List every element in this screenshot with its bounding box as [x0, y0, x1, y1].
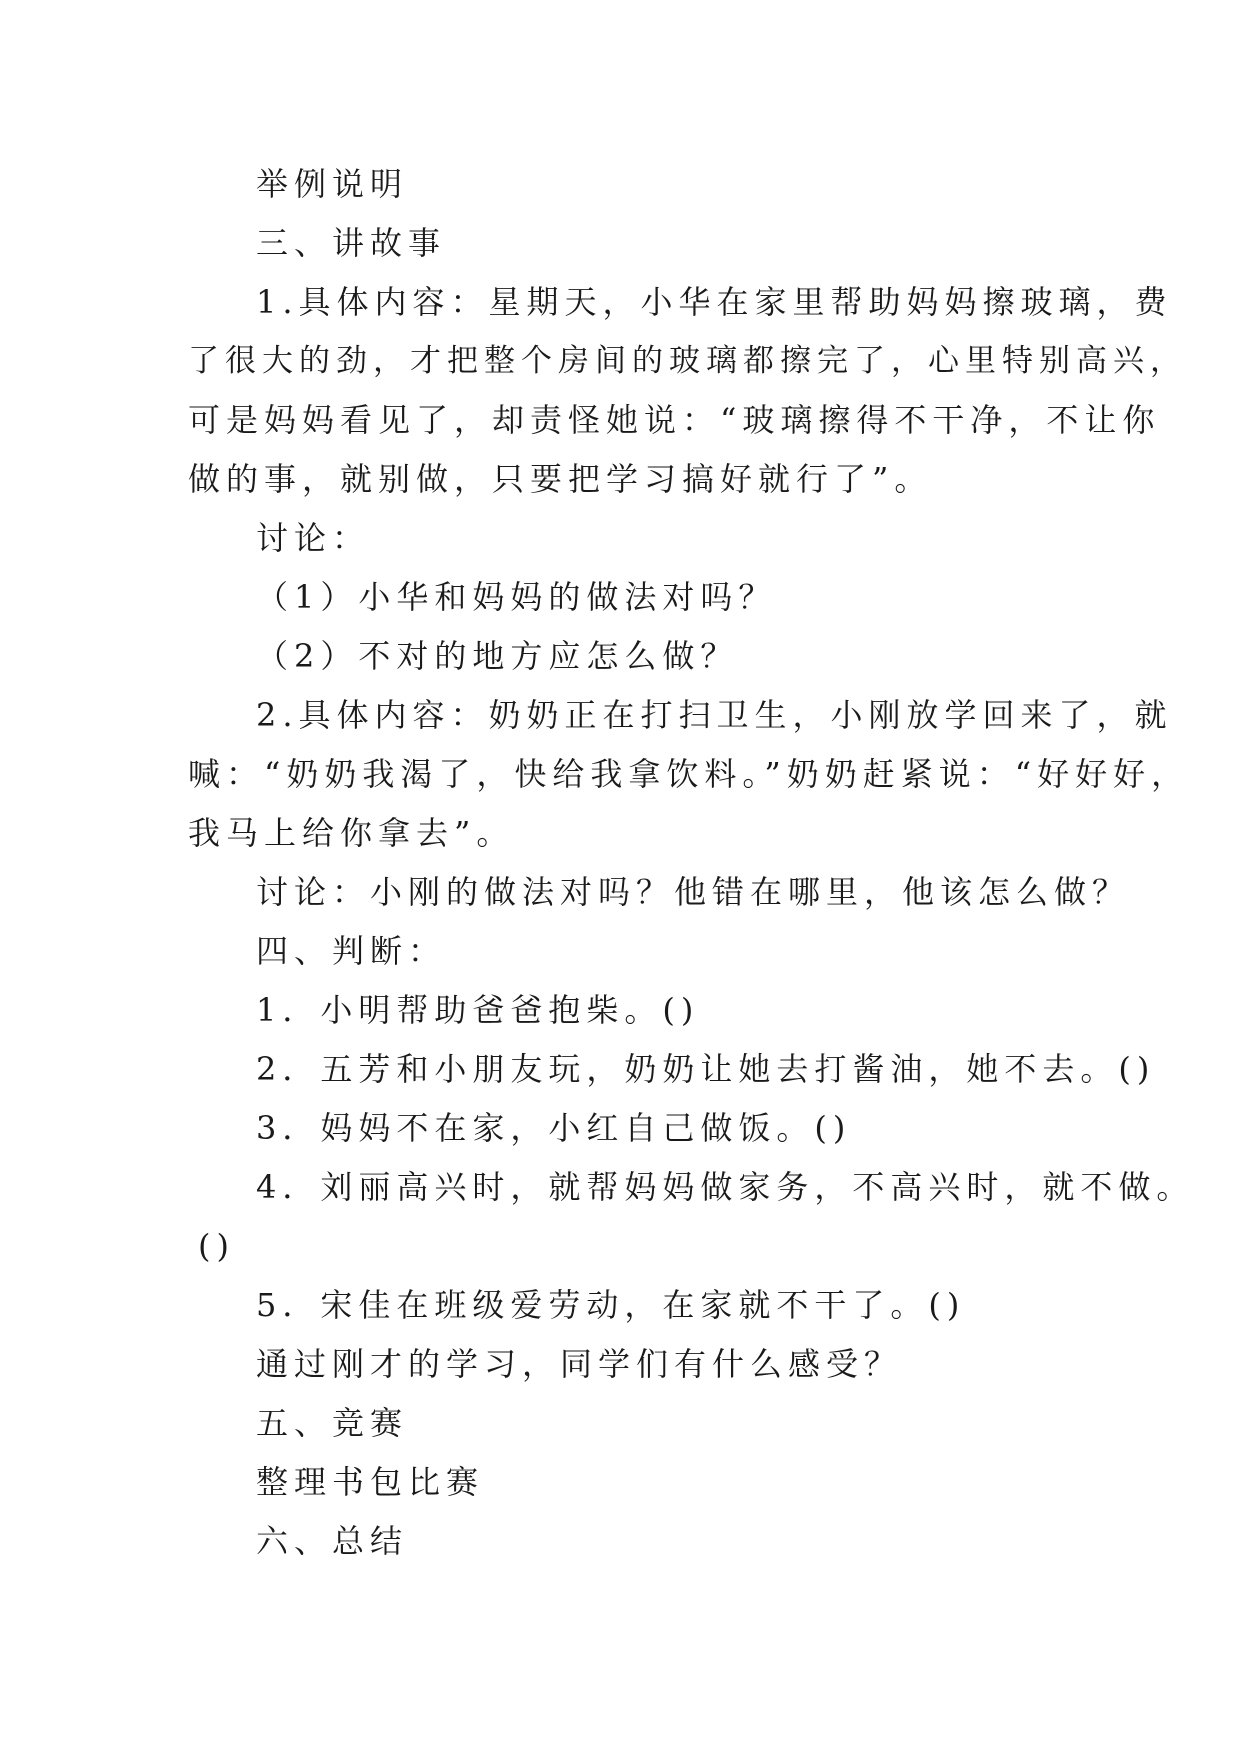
- text-line: 1.具体内容：星期天，小华在家里帮助妈妈擦玻璃，费: [256, 283, 1173, 321]
- text-line: 我马上给你拿去”。: [188, 814, 515, 852]
- section-heading: 三、讲故事: [256, 224, 447, 262]
- text-line: (): [198, 1227, 235, 1265]
- text-line: 3．妈妈不在家，小红自己做饭。(): [256, 1109, 852, 1147]
- text-line: 做的事，就别做，只要把学习搞好就行了”。: [188, 460, 933, 498]
- text-line: 2．五芳和小朋友玩，奶奶让她去打酱油，她不去。(): [256, 1050, 1156, 1088]
- text-line: 讨论：: [256, 519, 371, 557]
- text-line: 整理书包比赛: [256, 1463, 485, 1501]
- text-line: 讨论：小刚的做法对吗？他错在哪里，他该怎么做？: [256, 873, 1131, 911]
- text-line: （1）小华和妈妈的做法对吗？: [256, 578, 777, 616]
- section-heading: 四、判断：: [256, 932, 447, 970]
- text-line: 4．刘丽高兴时，就帮妈妈做家务，不高兴时，就不做。: [256, 1168, 1195, 1206]
- text-line: 2.具体内容：奶奶正在打扫卫生，小刚放学回来了，就: [256, 696, 1173, 734]
- section-heading: 五、竞赛: [256, 1404, 409, 1442]
- text-line: 了很大的劲，才把整个房间的玻璃都擦完了，心里特别高兴，: [188, 343, 1187, 379]
- text-line: 举例说明: [256, 165, 409, 203]
- text-line: 可是妈妈看见了，却责怪她说：“玻璃擦得不干净，不让你: [188, 401, 1161, 439]
- text-line: 1．小明帮助爸爸抱柴。(): [256, 991, 700, 1029]
- text-line: 喊：“奶奶我渴了，快给我拿饮料。”奶奶赶紧说：“好好好，: [188, 755, 1190, 793]
- text-line: 5．宋佳在班级爱劳动，在家就不干了。(): [256, 1286, 966, 1324]
- text-line: 通过刚才的学习，同学们有什么感受？: [256, 1345, 903, 1383]
- section-heading: 六、总结: [256, 1522, 409, 1560]
- text-line: （2）不对的地方应怎么做？: [256, 637, 739, 675]
